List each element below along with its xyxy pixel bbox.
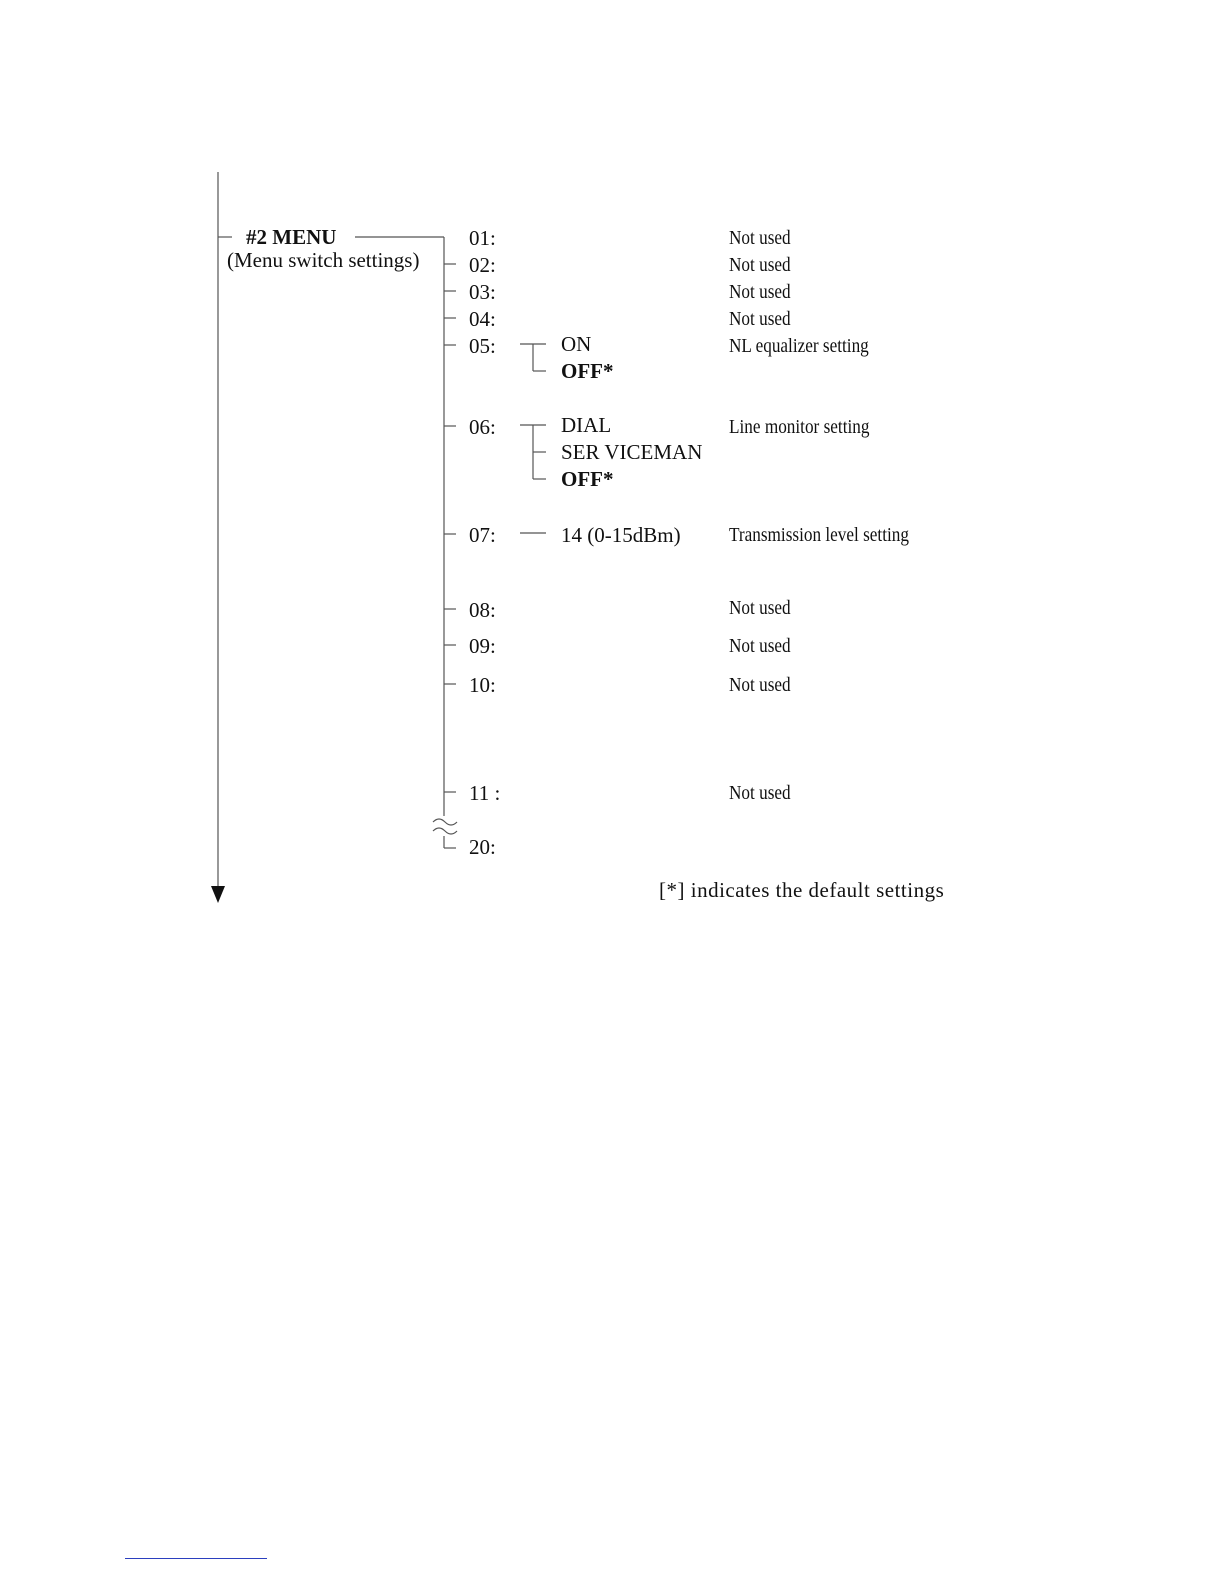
- item-label-04: 04:: [469, 307, 496, 331]
- item-label-01: 01:: [469, 226, 496, 250]
- option-06-dial: DIAL: [561, 413, 612, 437]
- option-05-off-default: OFF*: [561, 359, 614, 383]
- description-02: Not used: [729, 254, 791, 276]
- menu-title: #2 MENU: [246, 225, 337, 249]
- description-01: Not used: [729, 227, 791, 249]
- description-10: Not used: [729, 674, 791, 696]
- item-label-20: 20:: [469, 835, 496, 859]
- footer-rule: [125, 1558, 267, 1559]
- flow-arrow-head: [211, 886, 225, 903]
- description-08: Not used: [729, 597, 791, 619]
- description-09: Not used: [729, 635, 791, 657]
- item-label-03: 03:: [469, 280, 496, 304]
- item-label-11: 11 :: [469, 781, 501, 805]
- item-label-06: 06:: [469, 415, 496, 439]
- break-mark: [433, 819, 457, 834]
- item-label-10: 10:: [469, 673, 496, 697]
- option-07-level: 14 (0-15dBm): [561, 523, 681, 547]
- description-07: Transmission level setting: [729, 524, 909, 546]
- description-05: NL equalizer setting: [729, 335, 869, 357]
- description-11: Not used: [729, 782, 791, 804]
- default-settings-footnote: [*] indicates the default settings: [659, 878, 945, 902]
- item-label-08: 08:: [469, 598, 496, 622]
- option-06-serviceman: SER VICEMAN: [561, 440, 703, 464]
- item-label-07: 07:: [469, 523, 496, 547]
- item-label-05: 05:: [469, 334, 496, 358]
- item-label-02: 02:: [469, 253, 496, 277]
- option-05-on: ON: [561, 332, 592, 356]
- item-label-09: 09:: [469, 634, 496, 658]
- description-06: Line monitor setting: [729, 416, 870, 438]
- description-03: Not used: [729, 281, 791, 303]
- description-04: Not used: [729, 308, 791, 330]
- menu-subtitle: (Menu switch settings): [227, 248, 420, 272]
- option-06-off-default: OFF*: [561, 467, 614, 491]
